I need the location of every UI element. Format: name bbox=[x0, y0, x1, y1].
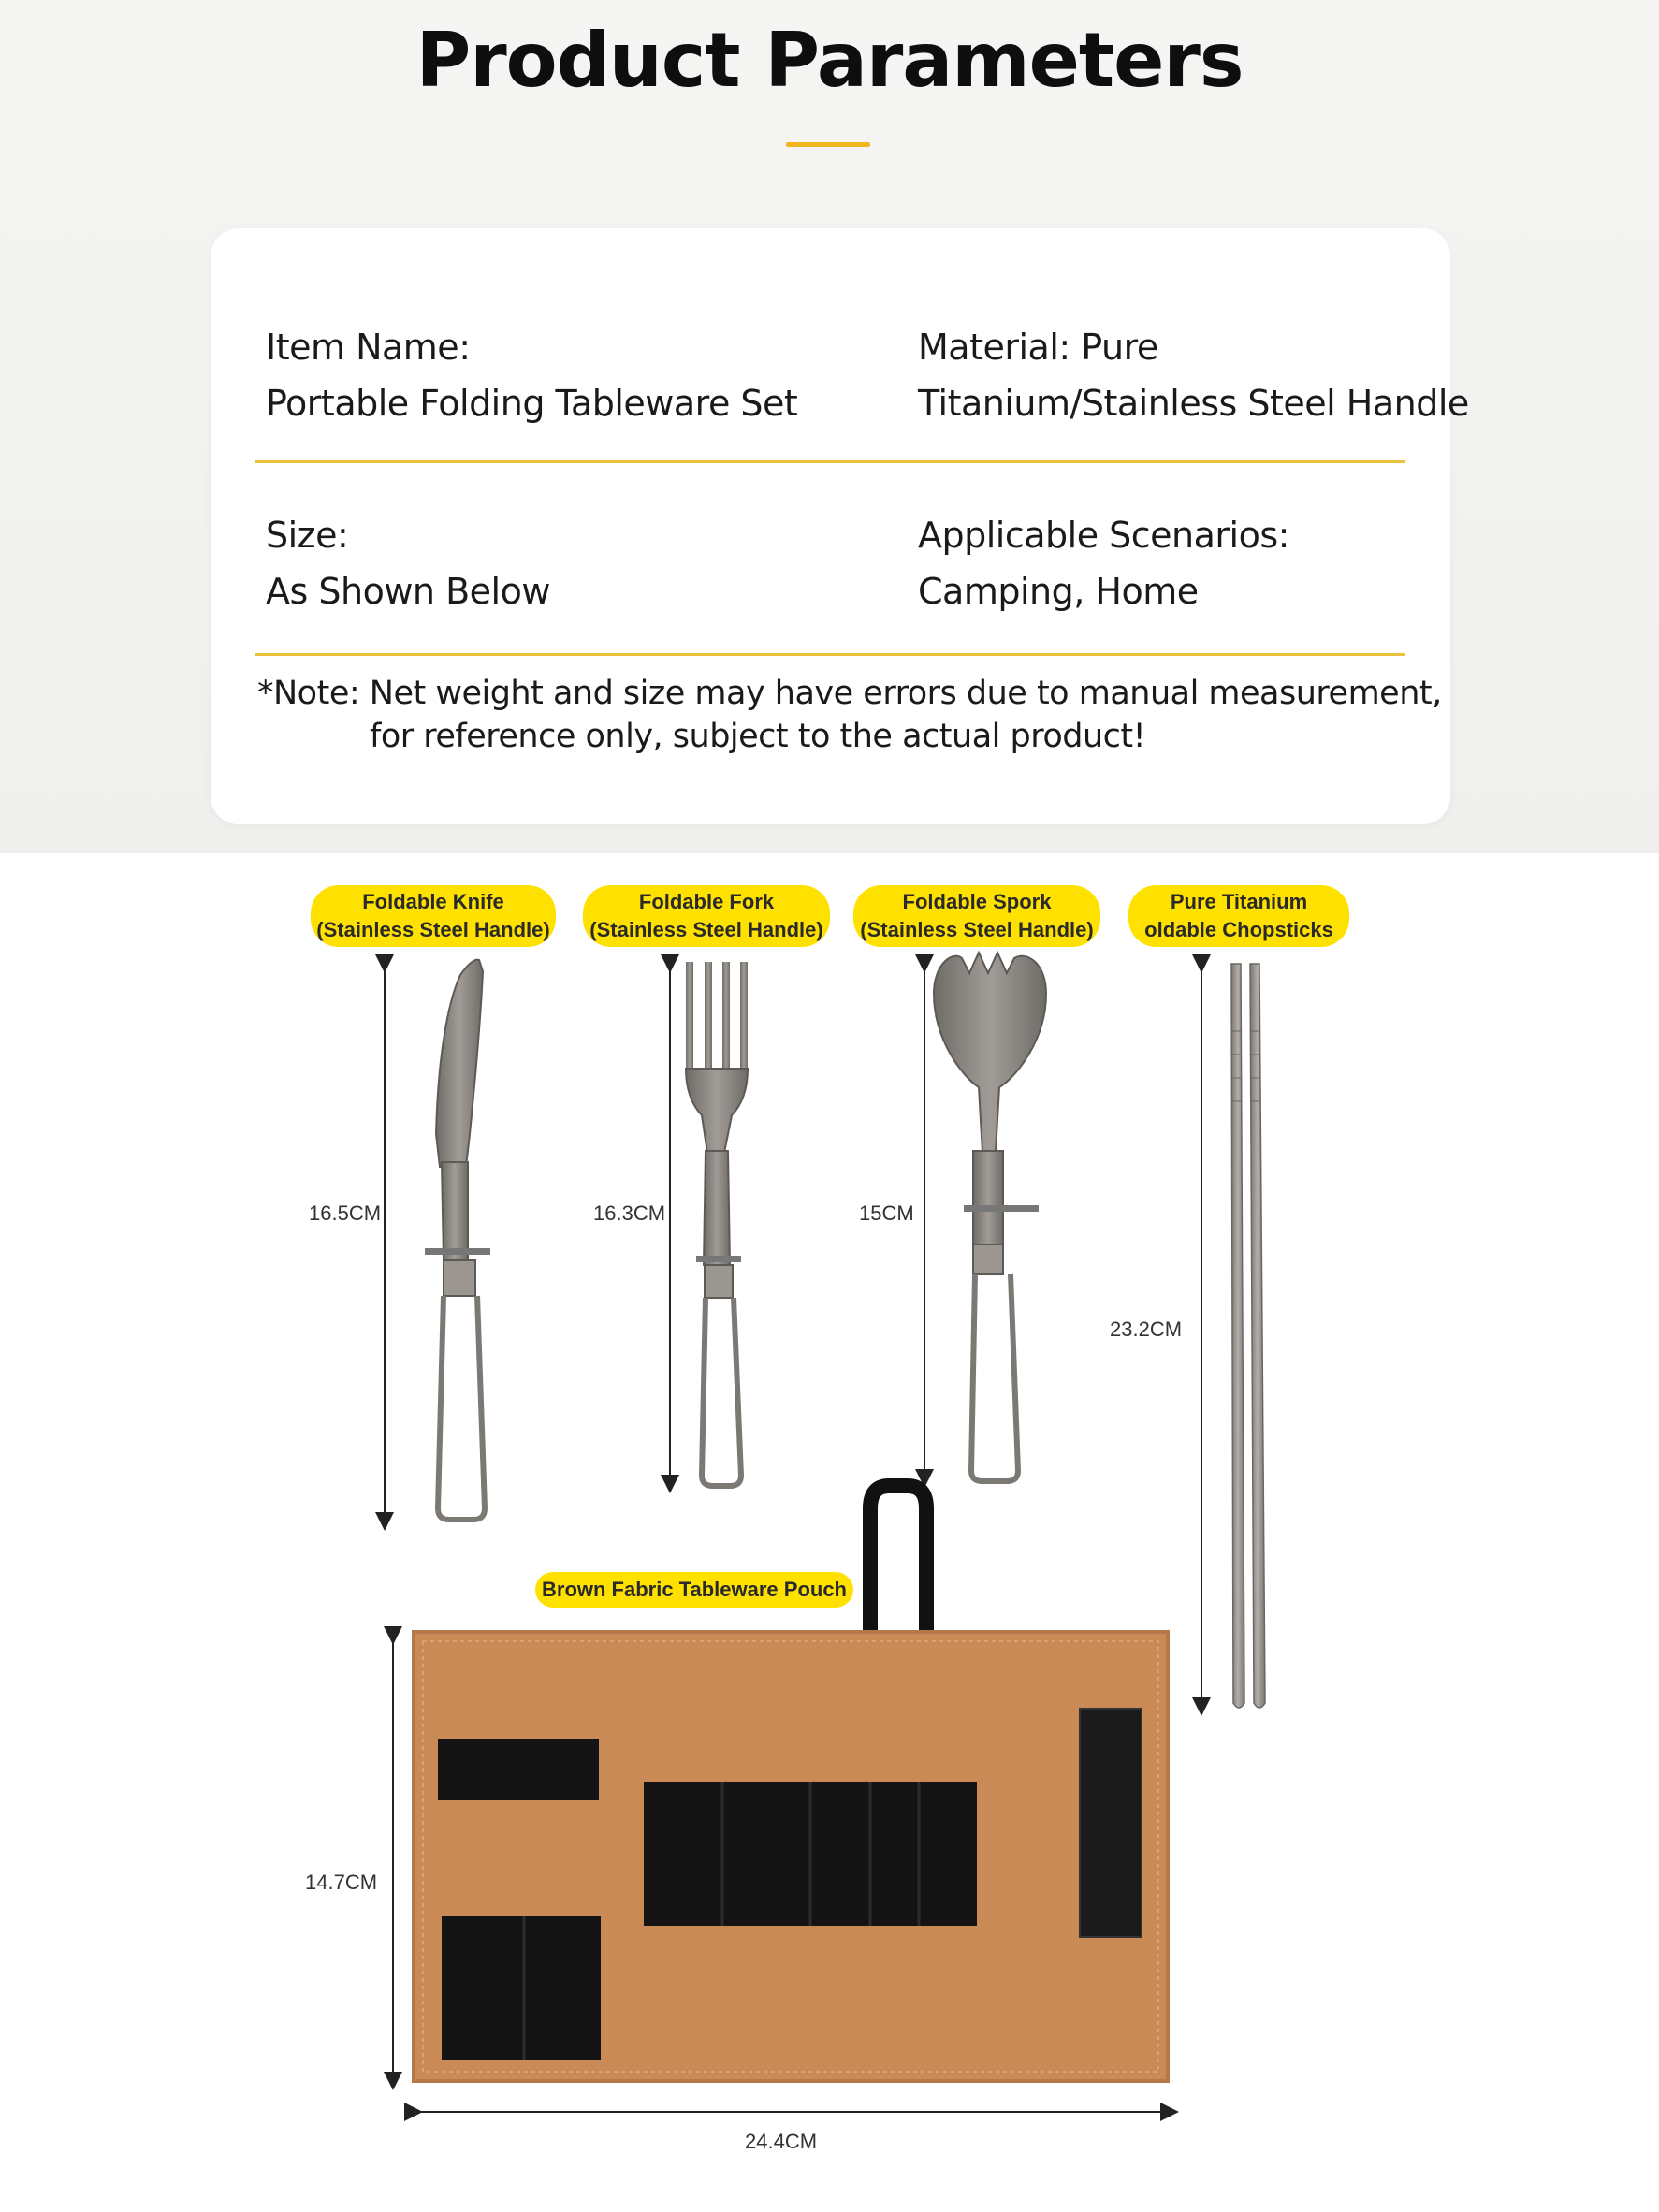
fork-label-line2: (Stainless Steel Handle) bbox=[589, 918, 823, 941]
spork-label-line2: (Stainless Steel Handle) bbox=[860, 918, 1094, 941]
size-label: Size: bbox=[266, 515, 349, 556]
size-value: As Shown Below bbox=[266, 571, 550, 612]
spork-size-label: 15CM bbox=[859, 1201, 914, 1225]
chopsticks-label-pill bbox=[1128, 885, 1349, 947]
title-underline bbox=[786, 142, 870, 147]
item-name-value: Portable Folding Tableware Set bbox=[266, 383, 798, 424]
pouch-label: Brown Fabric Tableware Pouch bbox=[542, 1578, 847, 1601]
divider-2 bbox=[255, 653, 1405, 656]
material-param bbox=[918, 319, 1469, 431]
note-line-2: for reference only, subject to the actual product! bbox=[370, 718, 1146, 755]
item-name-param bbox=[266, 319, 797, 431]
divider-1 bbox=[255, 460, 1405, 463]
page-title: Product Parameters bbox=[415, 17, 1244, 104]
knife-label-line1: Foldable Knife bbox=[362, 890, 504, 913]
knife-label-line2: (Stainless Steel Handle) bbox=[316, 918, 550, 941]
scenarios-value: Camping, Home bbox=[918, 571, 1199, 612]
fork-illustration bbox=[686, 962, 748, 1486]
item-name-label: Item Name: bbox=[266, 327, 471, 368]
knife-illustration bbox=[425, 960, 490, 1520]
fork-size-label: 16.3CM bbox=[593, 1201, 666, 1225]
chopsticks-label-line1: Pure Titanium bbox=[1170, 890, 1308, 913]
pouch-label-pill bbox=[535, 1572, 853, 1608]
size-param bbox=[266, 507, 550, 619]
measurement-note bbox=[257, 672, 1442, 758]
scenarios-label: Applicable Scenarios: bbox=[918, 515, 1289, 556]
fork-label-pill bbox=[583, 885, 830, 947]
pouch-height-label: 14.7CM bbox=[305, 1870, 378, 1894]
note-line-1: *Note: Net weight and size may have errors due to manual measurement, bbox=[257, 675, 1442, 712]
knife-size-label: 16.5CM bbox=[309, 1201, 382, 1225]
scenarios-param bbox=[918, 507, 1289, 619]
fork-label-line1: Foldable Fork bbox=[638, 890, 775, 913]
spork-label-pill bbox=[853, 885, 1100, 947]
material-label: Material: Pure bbox=[918, 327, 1158, 368]
knife-label-pill bbox=[311, 885, 556, 947]
chopsticks-size-label: 23.2CM bbox=[1110, 1317, 1183, 1341]
chopsticks-label-line2: oldable Chopsticks bbox=[1144, 918, 1333, 941]
pouch-width-label: 24.4CM bbox=[745, 2130, 818, 2153]
chopsticks-illustration bbox=[1231, 964, 1265, 1708]
spork-label-line1: Foldable Spork bbox=[902, 890, 1052, 913]
material-value: Titanium/Stainless Steel Handle bbox=[918, 383, 1469, 424]
product-illustration bbox=[0, 853, 1659, 2212]
spork-illustration bbox=[934, 953, 1046, 1481]
